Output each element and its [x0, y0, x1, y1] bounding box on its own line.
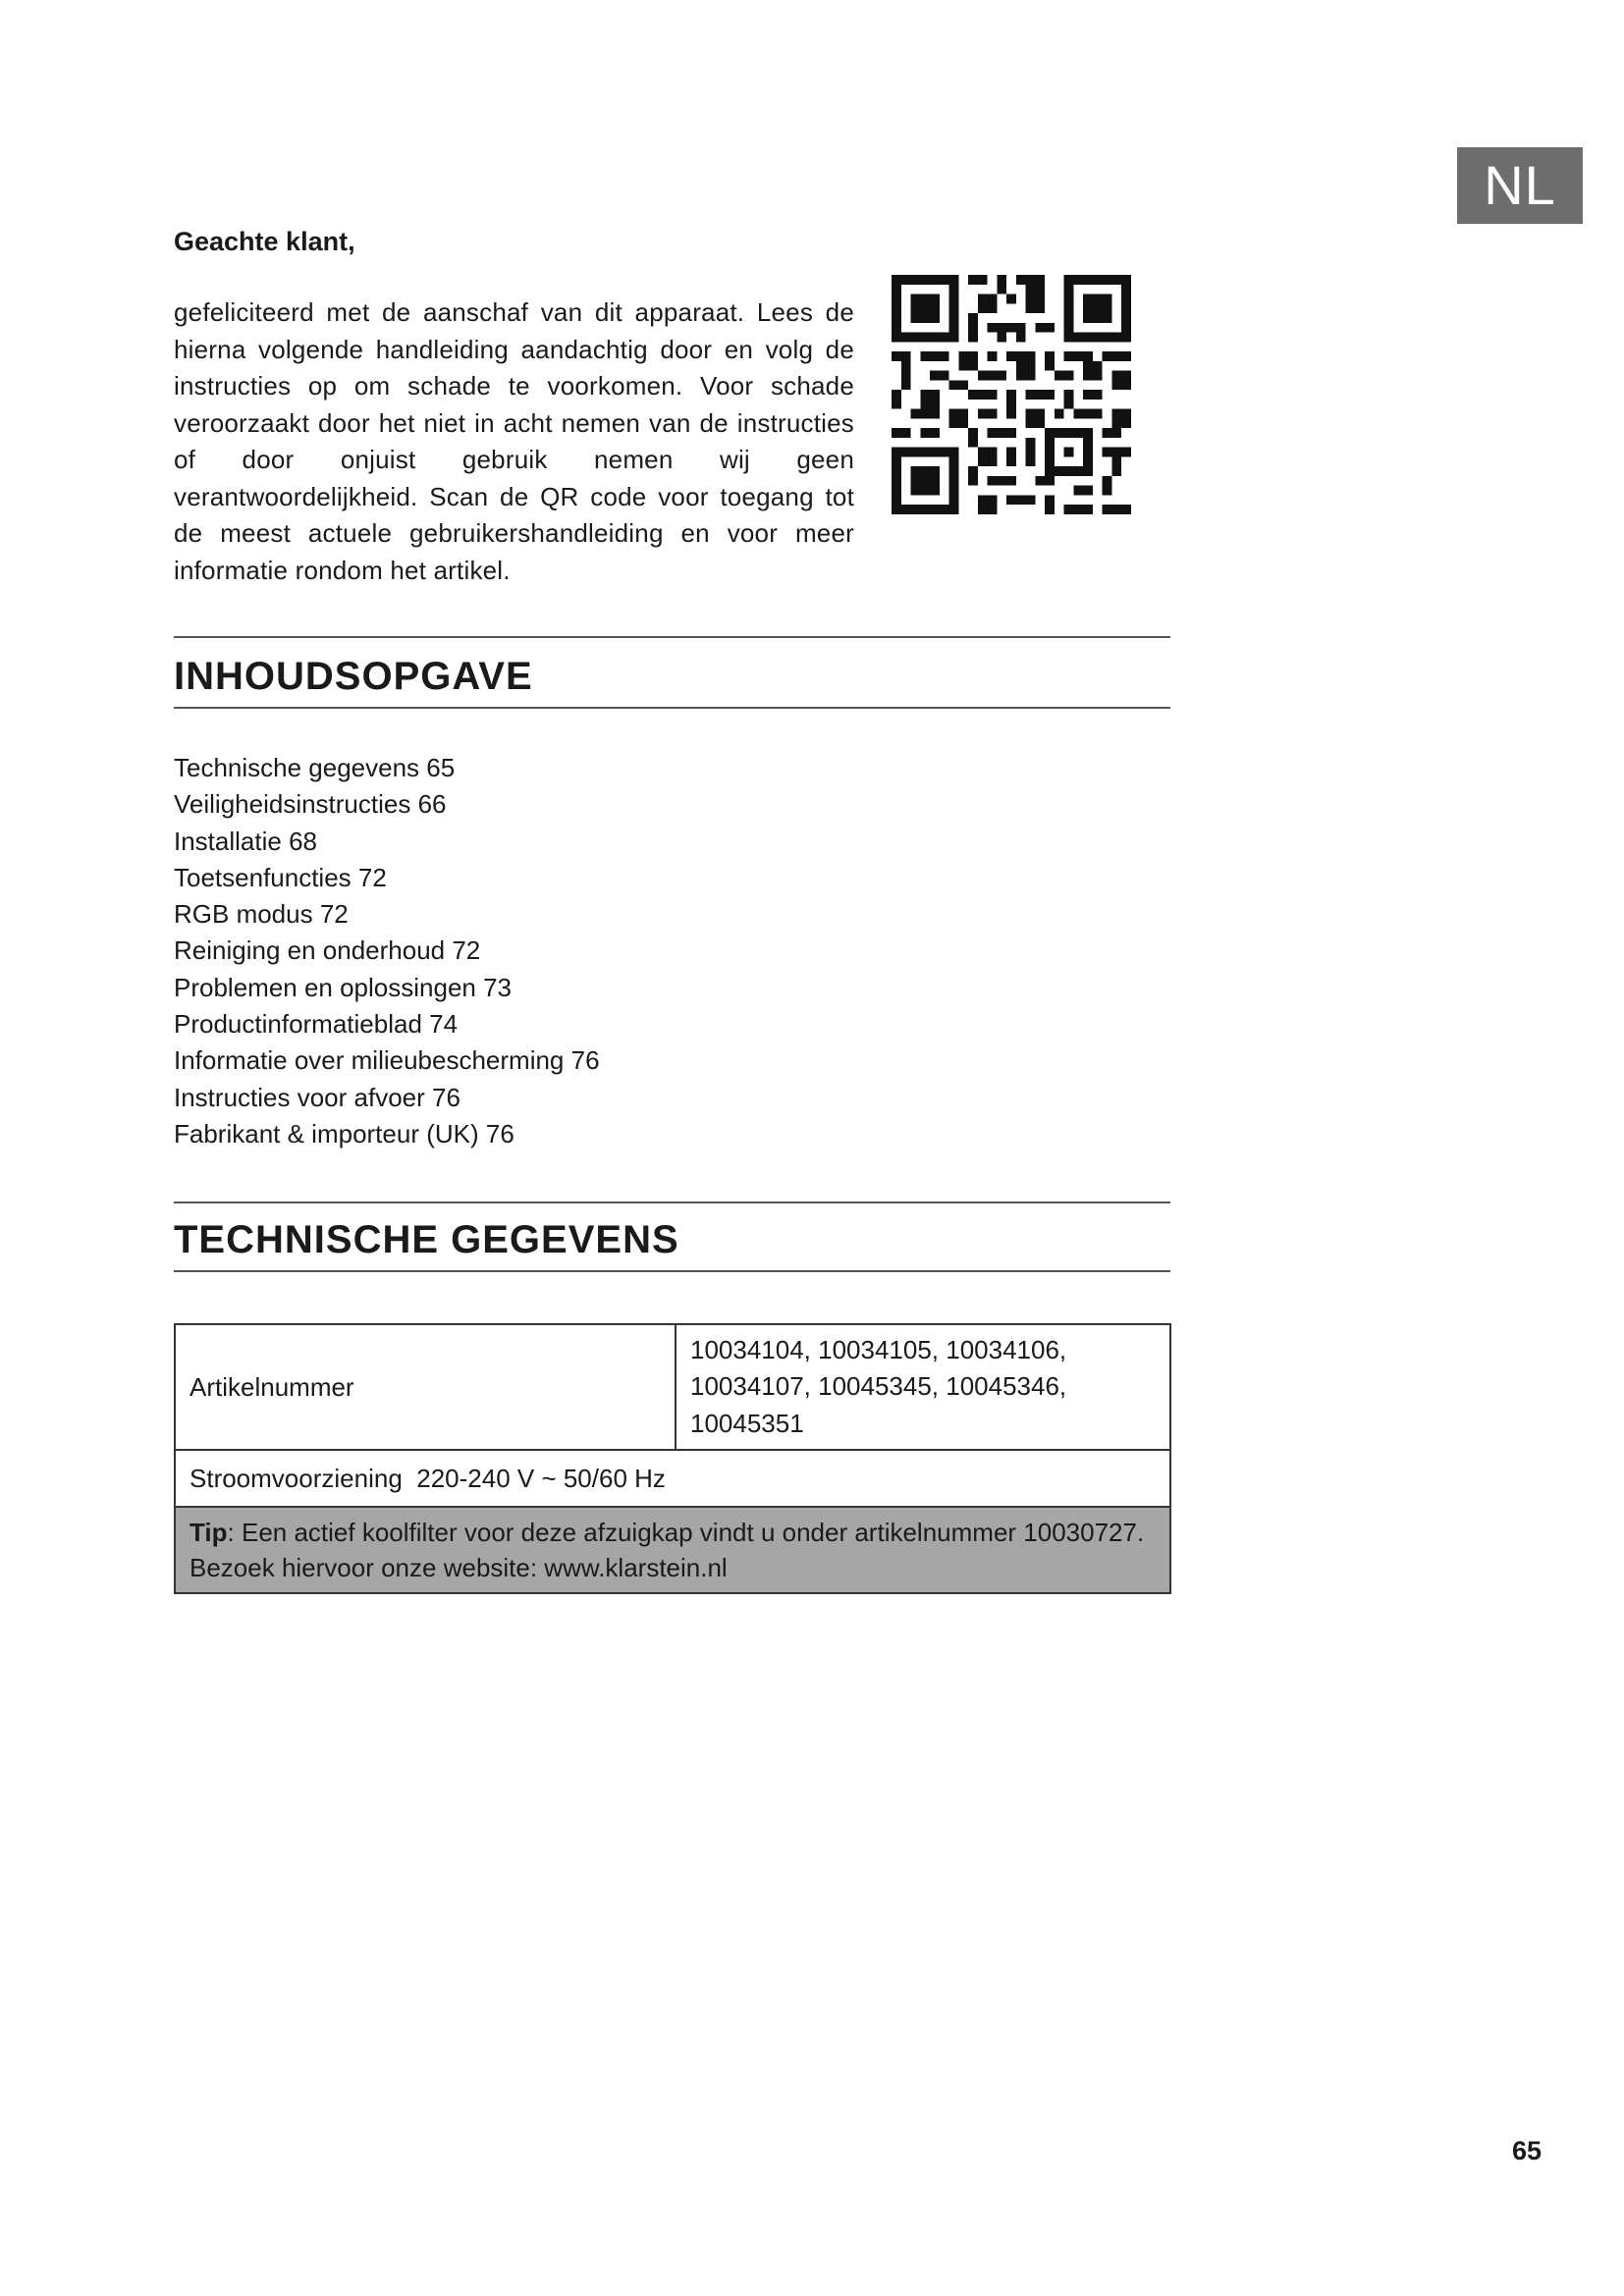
qr-code — [892, 275, 1131, 514]
qr-code-graphic — [892, 275, 1131, 514]
toc-item: Instructies voor afvoer 76 — [174, 1082, 460, 1112]
toc-item: Informatie over milieubescherming 76 — [174, 1045, 600, 1076]
table-row — [175, 1450, 1170, 1507]
intro-paragraph: gefeliciteerd met de aanschaf van dit apparaat. Lees de hierna volgende handleiding aandachtig door en volg de instructies op om schade te voorkomen. Voor schade veroorzaakt door het niet in acht nemen van de instructies of door onjuist gebruik nemen wij geen verantwoordelijkheid. Scan de QR code voor toegang tot de meest actuele gebruikershandleiding en voor meer informatie rondom het artikel. — [174, 297, 854, 585]
toc-item: Technische gegevens 65 — [174, 753, 456, 782]
tip-text: : Een actief koolfilter voor deze afzuigkap vindt u onder artikelnummer 10030727. Bezoek hiervoor onze website: www.klarstein.nl — [189, 1518, 1145, 1582]
article-number-value: 10034104, 10034105, 10034106, 10034107, 10045345, 10045346, 10045351 — [676, 1324, 1170, 1450]
toc-item: Installatie 68 — [174, 826, 317, 856]
toc-item: Problemen en oplossingen 73 — [174, 972, 513, 1002]
toc-item: Productinformatieblad 74 — [174, 1009, 459, 1040]
language-tab: NL — [1457, 147, 1583, 224]
toc-title: INHOUDSOPGAVE — [174, 655, 533, 698]
greeting: Geachte klant, — [174, 227, 355, 256]
toc-item: RGB modus 72 — [174, 899, 349, 930]
toc-top-rule — [174, 636, 1170, 638]
specs-top-rule — [174, 1201, 1170, 1203]
tip-box — [175, 1507, 1170, 1593]
toc-item: Fabrikant & importeur (UK) 76 — [174, 1118, 514, 1148]
toc-item: Toetsenfuncties 72 — [174, 862, 387, 892]
power-supply-cell — [175, 1450, 1170, 1507]
specs-title: TECHNISCHE GEGEVENS — [174, 1218, 679, 1261]
article-number-label: Artikelnummer — [175, 1324, 676, 1450]
table-row — [175, 1324, 1170, 1450]
toc-item: Veiligheidsinstructies 66 — [174, 789, 447, 820]
spec-table — [174, 1323, 1171, 1594]
toc-bottom-rule — [174, 707, 1170, 709]
page-number: 65 — [1512, 2136, 1543, 2165]
table-of-contents — [174, 750, 600, 1152]
toc-item: Reiniging en onderhoud 72 — [174, 935, 481, 966]
table-row — [175, 1507, 1170, 1593]
power-supply-label: Stroomvoorziening — [189, 1463, 403, 1493]
specs-bottom-rule — [174, 1270, 1170, 1272]
tip-label: Tip — [189, 1518, 228, 1547]
power-supply-value: 220-240 V ~ 50/60 Hz — [416, 1463, 666, 1493]
